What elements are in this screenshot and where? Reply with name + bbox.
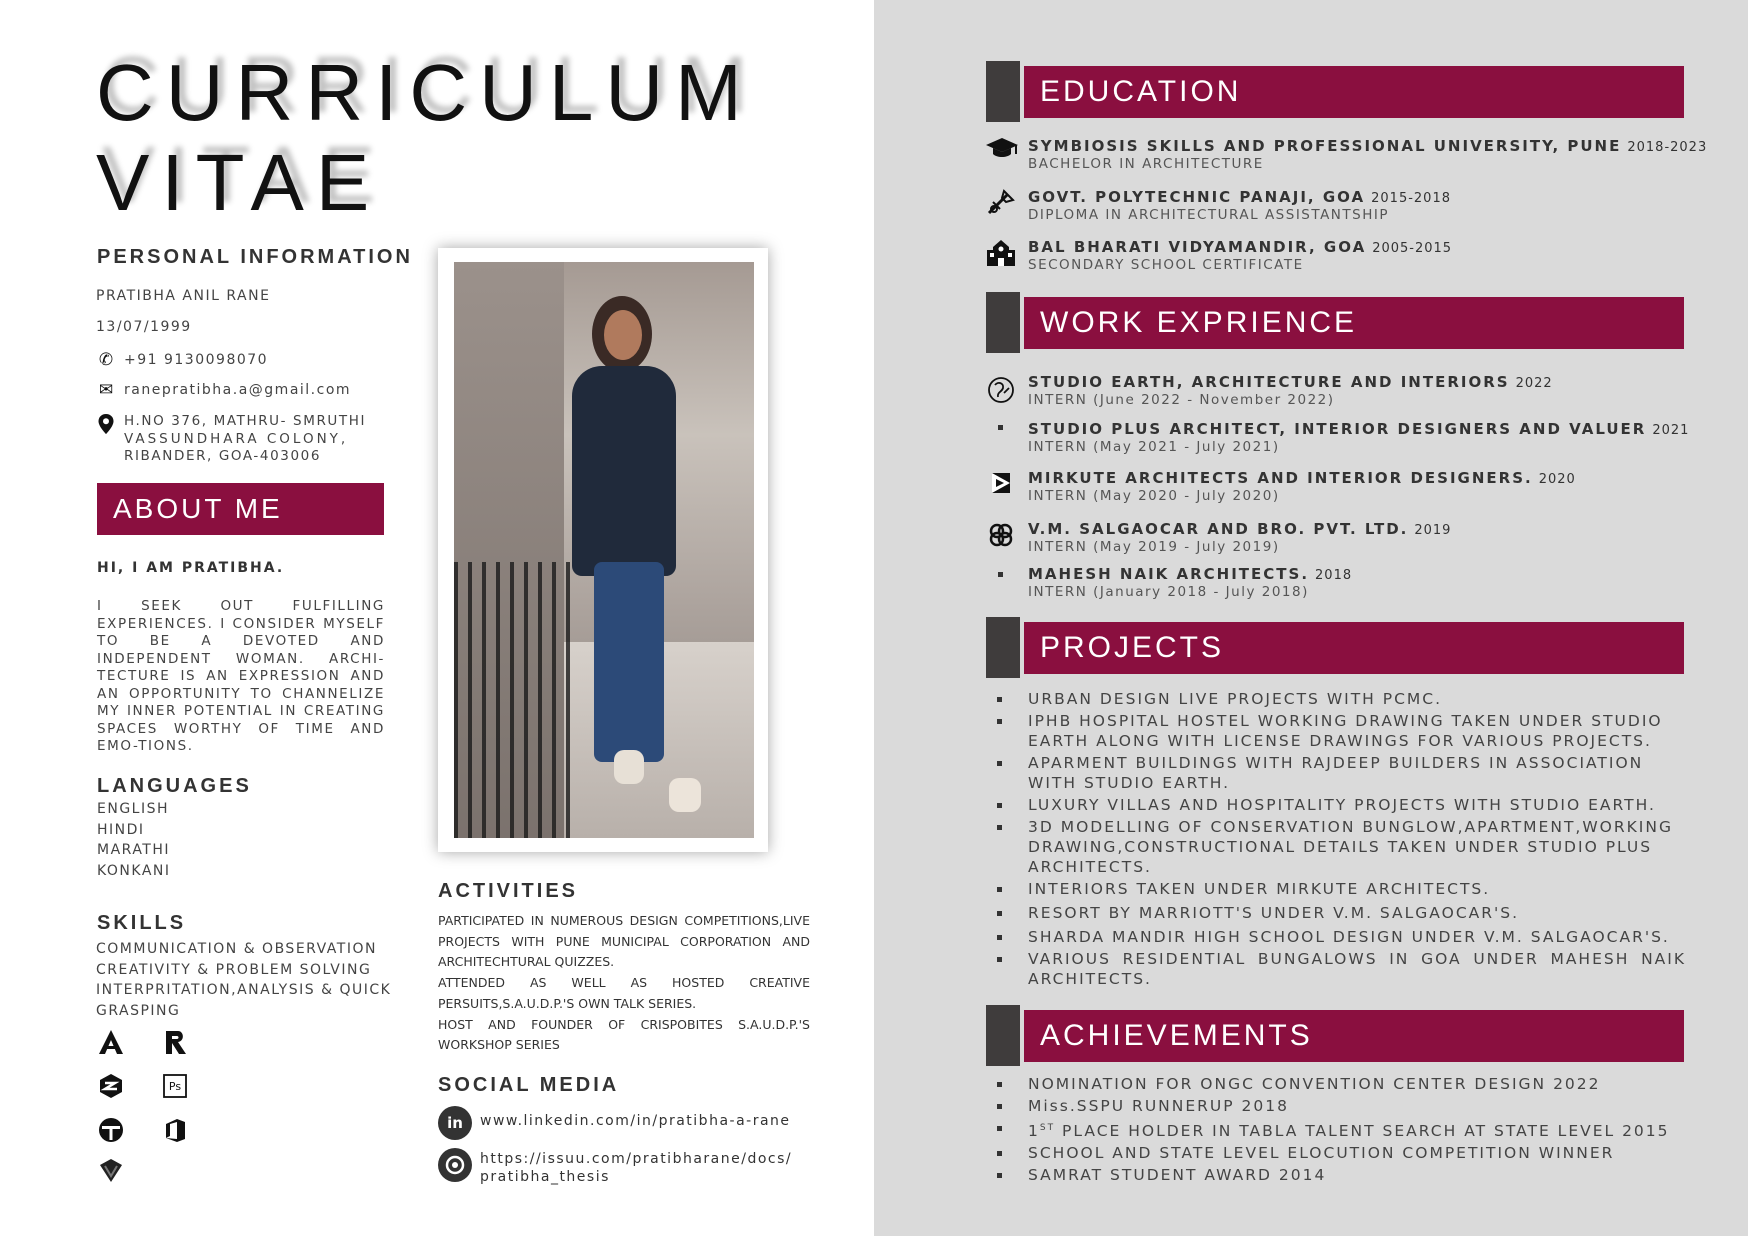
- issuu-icon: [438, 1148, 472, 1182]
- graduation-cap-icon: [985, 136, 1017, 166]
- project-item: 3D MODELLING OF CONSERVATION BUNGLOW,APARTMENT,WORKING DRAWING,CONSTRUCTIONAL DETAILS TAKEN UNDER STUDIO PLUS ARCHITECTS.: [996, 817, 1686, 877]
- languages-list: [97, 799, 171, 881]
- work-item: STUDIO PLUS ARCHITECT, INTERIOR DESIGNERS AND VALUER 2021 INTERN (May 2021 - July 2021): [1028, 420, 1690, 455]
- education-heading: EDUCATION: [1040, 75, 1242, 108]
- autocad-icon: [96, 1028, 126, 1058]
- work-item: STUDIO EARTH, ARCHITECTURE AND INTERIORS 2022 INTERN (June 2022 - November 2022): [1028, 373, 1553, 408]
- address-text: H.NO 376, MATHRU- SMRUTHI VASSUNDHARA COLONY, RIBANDER, GOA-403006: [124, 413, 367, 464]
- mirkute-logo-icon: [985, 470, 1017, 500]
- bullet-marker: [998, 572, 1003, 577]
- page-title: CURRICULUM VITAE: [96, 48, 754, 227]
- profile-photo: [454, 262, 754, 838]
- email-text: ranepratibha.a@gmail.com: [124, 382, 352, 398]
- about-text: I SEEK OUT FULFILLING EXPERIENCES. I CONSIDER MYSELF TO BE A DEVOTED AND INDEPENDENT WOMAN. ARCHI-TECTURE IS AN EXPRESSION AND AN OPPORTUNITY TO CHANNELIZE MY INNER POTENTIAL IN CREATING SPACES WORTHY OF TIME AND EMO-TIONS.: [97, 598, 385, 754]
- education-item: BAL BHARATI VIDYAMANDIR, GOA 2005-2015 SECONDARY SCHOOL CERTIFICATE: [1028, 238, 1453, 273]
- twinmotion-icon: [96, 1116, 126, 1146]
- skills-heading: SKILLS: [97, 912, 187, 934]
- phone-text: +91 9130098070: [124, 352, 269, 368]
- location-pin-icon: [96, 413, 116, 433]
- achievement-item: 1ST PLACE HOLDER IN TABLA TALENT SEARCH AT STATE LEVEL 2015: [996, 1118, 1686, 1141]
- project-item: IPHB HOSPITAL HOSTEL WORKING DRAWING TAKEN UNDER STUDIO EARTH ALONG WITH LICENSE DRAWINGS FOR VARIOUS PROJECTS.: [996, 711, 1686, 751]
- name-text: PRATIBHA ANIL RANE: [96, 288, 271, 304]
- achievements-band: [1024, 1010, 1684, 1062]
- school-building-icon: [985, 238, 1017, 268]
- achievement-item: SCHOOL AND STATE LEVEL ELOCUTION COMPETITION WINNER: [996, 1143, 1686, 1163]
- project-item: LUXURY VILLAS AND HOSPITALITY PROJECTS WITH STUDIO EARTH.: [996, 795, 1686, 815]
- bullet-marker: [998, 425, 1003, 430]
- profile-photo-frame: [438, 248, 768, 852]
- skill-item: COMMUNICATION & OBSERVATION: [96, 941, 377, 957]
- projects-list: [996, 689, 1686, 989]
- projects-band: [1024, 622, 1684, 674]
- skill-item: GRASPING: [96, 1002, 181, 1019]
- achievement-item: NOMINATION FOR ONGC CONVENTION CENTER DESIGN 2022: [996, 1074, 1686, 1094]
- about-greeting: HI, I AM PRATIBHA.: [97, 560, 285, 576]
- work-item: V.M. SALGAOCAR AND BRO. PVT. LTD. 2019 INTERN (May 2019 - July 2019): [1028, 520, 1452, 555]
- studio-earth-logo-icon: [985, 375, 1017, 405]
- language-item: KONKANI: [97, 862, 171, 879]
- about-me-band: [97, 483, 384, 535]
- phone-row: [96, 350, 268, 370]
- revit-icon: [160, 1028, 190, 1058]
- dob-text: 13/07/1999: [96, 319, 192, 335]
- issuu-row: [438, 1148, 792, 1186]
- personal-info-heading: PERSONAL INFORMATION: [97, 246, 413, 268]
- projects-marker: [986, 617, 1020, 678]
- salgaocar-logo-icon: [985, 520, 1017, 550]
- achievement-item: SAMRAT STUDENT AWARD 2014: [996, 1165, 1686, 1185]
- project-item: INTERIORS TAKEN UNDER MIRKUTE ARCHITECTS.: [996, 879, 1686, 899]
- activities-heading: ACTIVITIES: [438, 880, 579, 902]
- language-item: MARATHI: [97, 842, 171, 858]
- activities-text: PARTICIPATED IN NUMEROUS DESIGN COMPETITIONS,LIVE PROJECTS WITH PUNE MUNICIPAL CORPORATION AND ARCHITECHTURAL QUIZZES. ATTENDED AS WELL AS HOSTED CREATIVE PERSUITS,S.A.U.D.P.'S OWN TALK SERIES. HOST AND FOUNDER OF CRISPOBITES S.A.U.D.P.'S WORKSHOP SERIES: [438, 913, 810, 1053]
- drafting-tools-icon: [985, 188, 1017, 218]
- work-band: [1024, 297, 1684, 349]
- skill-item: INTERPRITATION,ANALYSIS & QUICK: [96, 982, 392, 998]
- about-me-heading: ABOUT ME: [113, 493, 283, 524]
- languages-heading: LANGUAGES: [97, 775, 252, 797]
- work-heading: WORK EXPRIENCE: [1040, 306, 1358, 339]
- social-media-heading: SOCIAL MEDIA: [438, 1074, 620, 1096]
- photoshop-label: Ps: [168, 1080, 182, 1093]
- address-row: [96, 413, 366, 466]
- education-marker: [986, 61, 1020, 122]
- photoshop-icon: [160, 1072, 190, 1102]
- work-item: MAHESH NAIK ARCHITECTS. 2018 INTERN (January 2018 - July 2018): [1028, 565, 1353, 600]
- office-icon: [160, 1116, 190, 1146]
- linkedin-icon: in: [438, 1106, 472, 1140]
- project-item: RESORT BY MARRIOTT'S UNDER V.M. SALGAOCAR'S.: [996, 903, 1686, 923]
- project-item: APARMENT BUILDINGS WITH RAJDEEP BUILDERS IN ASSOCIATION WITH STUDIO EARTH.: [996, 753, 1686, 793]
- vray-icon: [96, 1156, 126, 1186]
- email-row: [96, 380, 351, 400]
- project-item: URBAN DESIGN LIVE PROJECTS WITH PCMC.: [996, 689, 1686, 709]
- phone-icon: ✆: [98, 350, 114, 370]
- education-item: SYMBIOSIS SKILLS AND PROFESSIONAL UNIVERSITY, PUNE 2018-2023 BACHELOR IN ARCHITECTURE: [1028, 137, 1708, 172]
- education-item: GOVT. POLYTECHNIC PANAJI, GOA 2015-2018 DIPLOMA IN ARCHITECTURAL ASSISTANTSHIP: [1028, 188, 1451, 223]
- mail-icon: ✉: [98, 380, 114, 400]
- achievement-item: Miss.SSPU RUNNERUP 2018: [996, 1096, 1686, 1116]
- issuu-link[interactable]: https://issuu.com/pratibharane/docs/ pratibha_thesis: [480, 1151, 793, 1185]
- education-band: [1024, 66, 1684, 118]
- project-item: VARIOUS RESIDENTIAL BUNGALOWS IN GOA UNDER MAHESH NAIK ARCHITECTS.: [996, 949, 1686, 989]
- skill-item: CREATIVITY & PROBLEM SOLVING: [96, 961, 372, 978]
- linkedin-link[interactable]: www.linkedin.com/in/pratibha-a-rane: [480, 1113, 791, 1129]
- achievements-list: [996, 1074, 1686, 1185]
- achievements-heading: ACHIEVEMENTS: [1040, 1019, 1313, 1052]
- work-item: MIRKUTE ARCHITECTS AND INTERIOR DESIGNERS. 2020 INTERN (May 2020 - July 2020): [1028, 469, 1576, 504]
- work-marker: [986, 292, 1020, 353]
- linkedin-row: [438, 1106, 791, 1140]
- skills-list: [96, 939, 391, 1021]
- projects-heading: PROJECTS: [1040, 631, 1225, 664]
- language-item: HINDI: [97, 821, 145, 838]
- achievements-marker: [986, 1005, 1020, 1066]
- sketchup-icon: [96, 1072, 126, 1102]
- project-item: SHARDA MANDIR HIGH SCHOOL DESIGN UNDER V.M. SALGAOCAR'S.: [996, 927, 1686, 947]
- language-item: ENGLISH: [97, 801, 170, 817]
